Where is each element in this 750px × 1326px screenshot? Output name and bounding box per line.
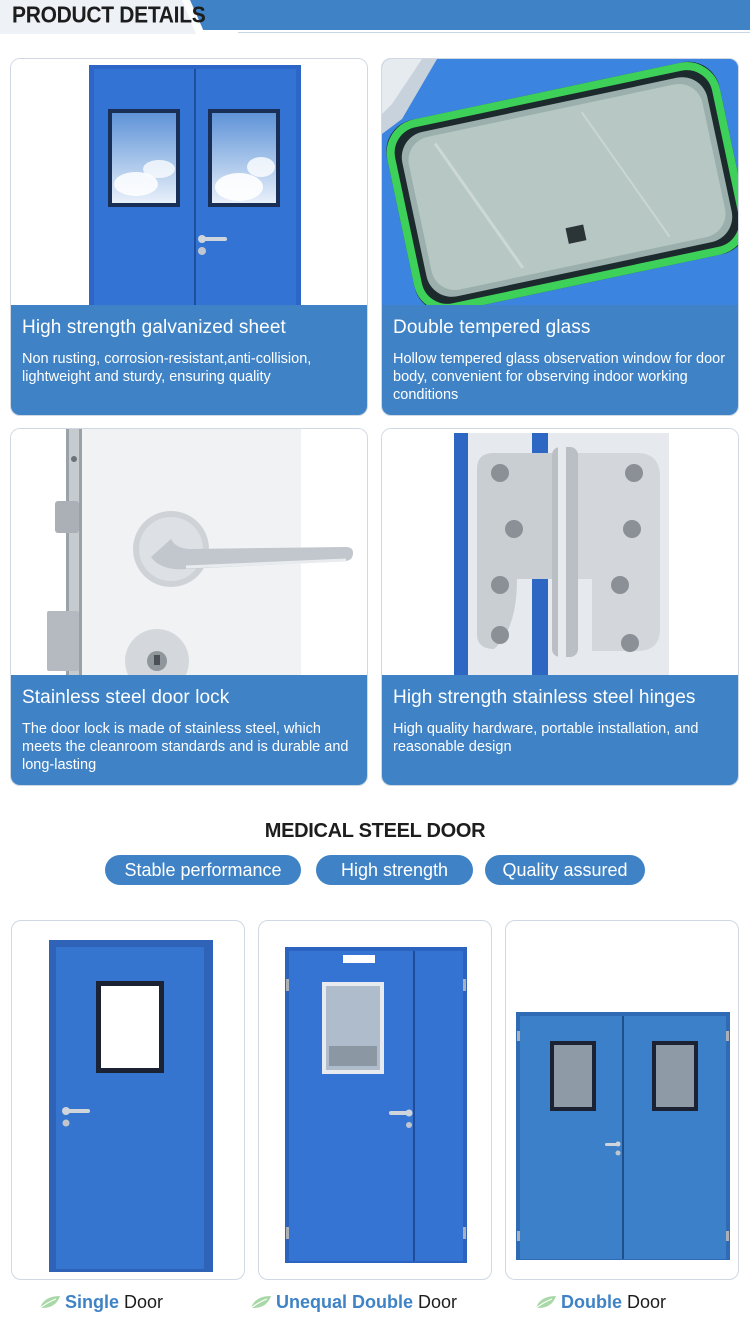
feature-card-tempered-glass: [381, 58, 739, 416]
door-card-single: [11, 920, 245, 1280]
tag-quality-assured: Quality assured: [485, 855, 645, 885]
caption-rest: Door: [119, 1292, 164, 1312]
unequal-double-door-image: [259, 921, 492, 1280]
feature-title: High strength stainless steel hinges: [393, 687, 696, 708]
single-door-image: [12, 921, 245, 1280]
hinge-photo: [382, 429, 738, 675]
feature-card-galvanized-sheet: [10, 58, 368, 416]
feature-title: Stainless steel door lock: [22, 687, 230, 708]
feature-info: [11, 675, 367, 786]
feature-info: [11, 305, 367, 416]
feature-info: [382, 675, 738, 786]
feature-info: [382, 305, 738, 416]
door-card-unequal-double: [258, 920, 492, 1280]
feature-description: Non rusting, corrosion-resistant,anti-collision, lightweight and sturdy, ensuring quality: [22, 351, 312, 385]
caption-highlight: Single: [65, 1292, 120, 1312]
feature-description: High quality hardware, portable installation, and reasonable design: [393, 721, 699, 755]
double-door-image: [11, 59, 367, 305]
door-lock-photo: [11, 429, 367, 675]
feature-card-hinges: [381, 428, 739, 786]
glass-window-image: [382, 59, 738, 305]
caption-single-door: [38, 1290, 163, 1314]
feature-description: The door lock is made of stainless steel, which meets the cleanroom standards and is durable and long-lasting: [22, 721, 349, 773]
caption-highlight: Unequal Double: [276, 1292, 414, 1312]
glass-window-photo: [382, 59, 738, 305]
double-door-image-small: [506, 921, 739, 1280]
section-header: [0, 0, 750, 34]
door-card-double: [505, 920, 739, 1280]
section-title: MEDICAL STEEL DOOR: [264, 820, 486, 842]
hinge-image: [382, 429, 738, 675]
header-divider: [238, 32, 750, 33]
feature-description: Hollow tempered glass observation window for door body, convenient for observing indoor working conditions: [393, 351, 726, 403]
leaf-icon: [249, 1294, 273, 1310]
feature-card-door-lock: [10, 428, 368, 786]
leaf-icon: [534, 1294, 558, 1310]
tag-high-strength: High strength: [316, 855, 473, 885]
caption-rest: Door: [413, 1292, 458, 1312]
caption-unequal-double-door: [249, 1290, 457, 1314]
feature-title: High strength galvanized sheet: [22, 317, 286, 338]
double-door-photo: [11, 59, 367, 305]
caption-highlight: Double: [561, 1292, 622, 1312]
feature-title: Double tempered glass: [393, 317, 591, 338]
leaf-icon: [38, 1294, 62, 1310]
tag-stable-performance: Stable performance: [105, 855, 301, 885]
page-title: PRODUCT DETAILS: [12, 3, 206, 28]
caption-rest: Door: [622, 1292, 667, 1312]
door-lock-image: [11, 429, 367, 675]
caption-double-door: [534, 1290, 666, 1314]
